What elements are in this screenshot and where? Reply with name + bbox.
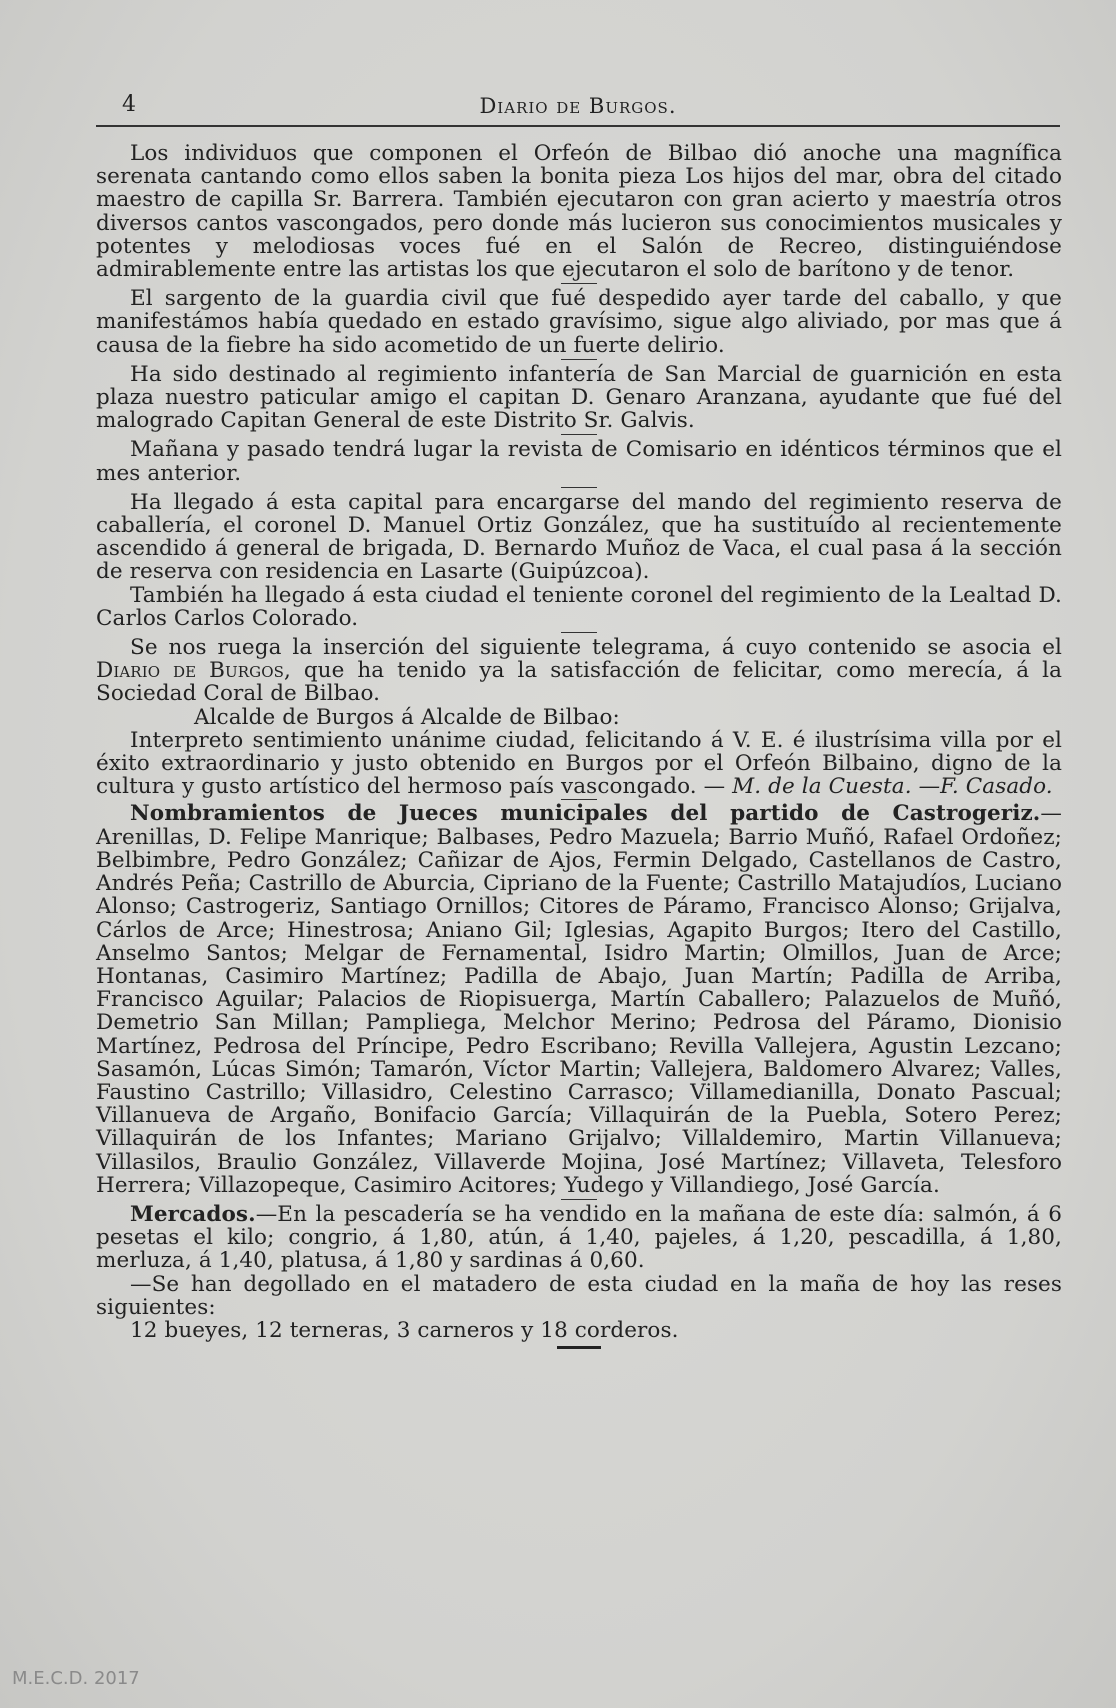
article-separator	[561, 487, 597, 488]
masthead-title: Diario de Burgos.	[479, 94, 677, 118]
article-teniente-text: También ha llegado á esta ciudad el teniente coronel del regimiento de la Lealtad D. Carlos Carlos Colorado.	[96, 582, 1062, 631]
page-header	[96, 92, 1060, 126]
nombramientos-body: —Arenillas, D. Felipe Manrique; Balbases, Pedro Mazuela; Barrio Muñó, Rafael Ordoñez; Belbimbre, Pedro González; Cañizar de Ajos, Fermin Delgado, Castellanos de Castro, Andrés Peña; Castrillo de Aburcia, Cipriano de la Fuente; Castrillo Matajudíos, Luciano Alonso; Castrogeriz, Santiago Ornillos; Citores de Páramo, Francisco Alonso; Grijalva, Cárlos de Arce; Hinestrosa; Aniano Gil; Iglesias, Agapito Burgos; Itero del Castillo, Anselmo Santos; Melgar de Fernamental, Isidro Martin; Olmillos, Juan de Arce; Hontanas, Casimiro Martínez; Padilla de Abajo, Juan Martín; Padilla de Arriba, Francisco Aguilar; Palacios de Riopisuerga, Martín Caballero; Palazuelos de Muñó, Demetrio San Millan; Pampliega, Melchor Merino; Pedrosa del Páramo, Dionisio Martínez, Pedrosa del Príncipe, Pedro Escribano; Revilla Vallejera, Agustin Lezcano; Sasamón, Lúcas Simón; Tamarón, Víctor Martin; Vallejera, Baldomero Alvarez; Valles, Faustino Castrillo; Villasidro, Celestino Carrasco; Villamedianilla, Donato Pascual; Villanueva de Argaño, Bonifacio García; Villaquirán de la Puebla, Sotero Perez; Villaquirán de los Infantes; Mariano Grijalvo; Villaldemiro, Martin Villanueva; Villasilos, Braulio González, Villaverde Mojina, José Martínez; Villaveta, Telesforo Herrera; Villazopeque, Casimiro Acitores; Yudego y Villandiego, José García.	[96, 801, 1062, 1198]
article-destinado	[96, 363, 1062, 433]
telegrama-brand: Diario de Burgos	[96, 658, 284, 684]
article-revista	[96, 438, 1062, 484]
telegrama-intro-part1: Se nos ruega la inserción del siguiente telegrama, á cuyo contenido se asocia el	[130, 635, 1062, 661]
reses-text: 12 bueyes, 12 terneras, 3 carneros y 18 corderos.	[130, 1317, 679, 1343]
closing-separator	[557, 1346, 601, 1349]
telegrama-body	[96, 729, 1062, 799]
article-telegrama-intro	[96, 636, 1062, 706]
article-column	[96, 142, 1062, 1349]
article-coronel-text: Ha llegado á esta capital para encargarse del mando del regimiento reserva de caballería, el coronel D. Manuel Ortiz González, que ha sustituído al recientemente ascendido á general de brigada, D. Bernardo Muñoz de Vaca, el cual pasa á la sección de reserva con residencia en Lasarte (Guipúzcoa).	[96, 489, 1062, 585]
page-number: 4	[122, 92, 136, 117]
article-revista-text: Mañana y pasado tendrá lugar la revista de Comisario en idénticos términos que el mes anterior.	[96, 437, 1062, 486]
article-mercados	[96, 1203, 1062, 1273]
article-separator	[561, 359, 597, 360]
header-rule	[96, 125, 1060, 127]
article-matadero	[96, 1273, 1062, 1319]
article-destinado-text: Ha sido destinado al regimiento infantería de San Marcial de guarnición en esta plaza nuestro paticular amigo el capitan D. Genaro Aranzana, ayudante que fué del malogrado Capitan General de este Distrito Sr. Galvis.	[96, 361, 1062, 434]
article-separator	[561, 799, 597, 800]
article-coronel	[96, 491, 1062, 584]
article-sargento-text: El sargento de la guardia civil que fué despedido ayer tarde del caballo, y que manifestámos había quedado en estado gravísimo, sigue algo aliviado, por mas que á causa de la fiebre ha sido acometido de un fuerte delirio.	[96, 286, 1062, 358]
nombramientos-title: Nombramientos de Jueces municipales del partido de Castrogeriz.	[130, 801, 1041, 827]
telegrama-heading-text: Alcalde de Burgos á Alcalde de Bilbao:	[194, 704, 620, 730]
telegrama-signature: M. de la Cuesta. —F. Casado.	[732, 774, 1053, 800]
mercados-body: —En la pescadería se ha vendido en la mañana de este día: salmón, á 6 pesetas el kilo; congrio, á 1,80, atún, á 1,40, pajeles, á 1,20, pescadilla, á 1,80, merluza, á 1,40, platusa, á 1,80 y sardinas á 0,60.	[96, 1201, 1062, 1274]
article-orfeon	[96, 142, 1062, 281]
matadero-text: —Se han degollado en el matadero de esta ciudad en la maña de hoy las reses siguientes:	[96, 1271, 1062, 1320]
article-sargento	[96, 287, 1062, 357]
telegrama-heading	[96, 706, 1062, 729]
article-reses	[96, 1319, 1062, 1342]
article-separator	[561, 632, 597, 633]
article-separator	[561, 434, 597, 435]
article-teniente	[96, 584, 1062, 630]
article-separator	[561, 283, 597, 284]
archive-watermark: M.E.C.D. 2017	[12, 1668, 140, 1689]
mercados-title: Mercados.	[130, 1201, 256, 1227]
telegrama-body-text: Interpreto sentimiento unánime ciudad, felicitando á V. E. é ilustrísima villa por el éxito extraordinario y justo obtenido en Burgos por el Orfeón Bilbaino, digno de la cultura y gusto artístico del hermoso país vascongado. —	[96, 727, 1062, 800]
telegrama-intro-part2: , que ha tenido ya la satisfacción de felicitar, como merecía, á la Sociedad Coral de Bilbao.	[96, 658, 1062, 707]
article-separator	[561, 1199, 597, 1200]
article-orfeon-text: Los individuos que componen el Orfeón de Bilbao dió anoche una magnífica serenata cantando como ellos saben la bonita pieza Los hijos del mar, obra del citado maestro de capilla Sr. Barrera. También ejecutaron con gran acierto y maestría otros diversos cantos vascongados, pero donde más lucieron sus conocimientos musicales y potentes y melodiosas voces fué en el Salón de Recreo, distinguiéndose admirablemente entre las artistas los que ejecutaron el solo de barítono y de tenor.	[96, 141, 1062, 283]
article-nombramientos	[96, 802, 1062, 1196]
